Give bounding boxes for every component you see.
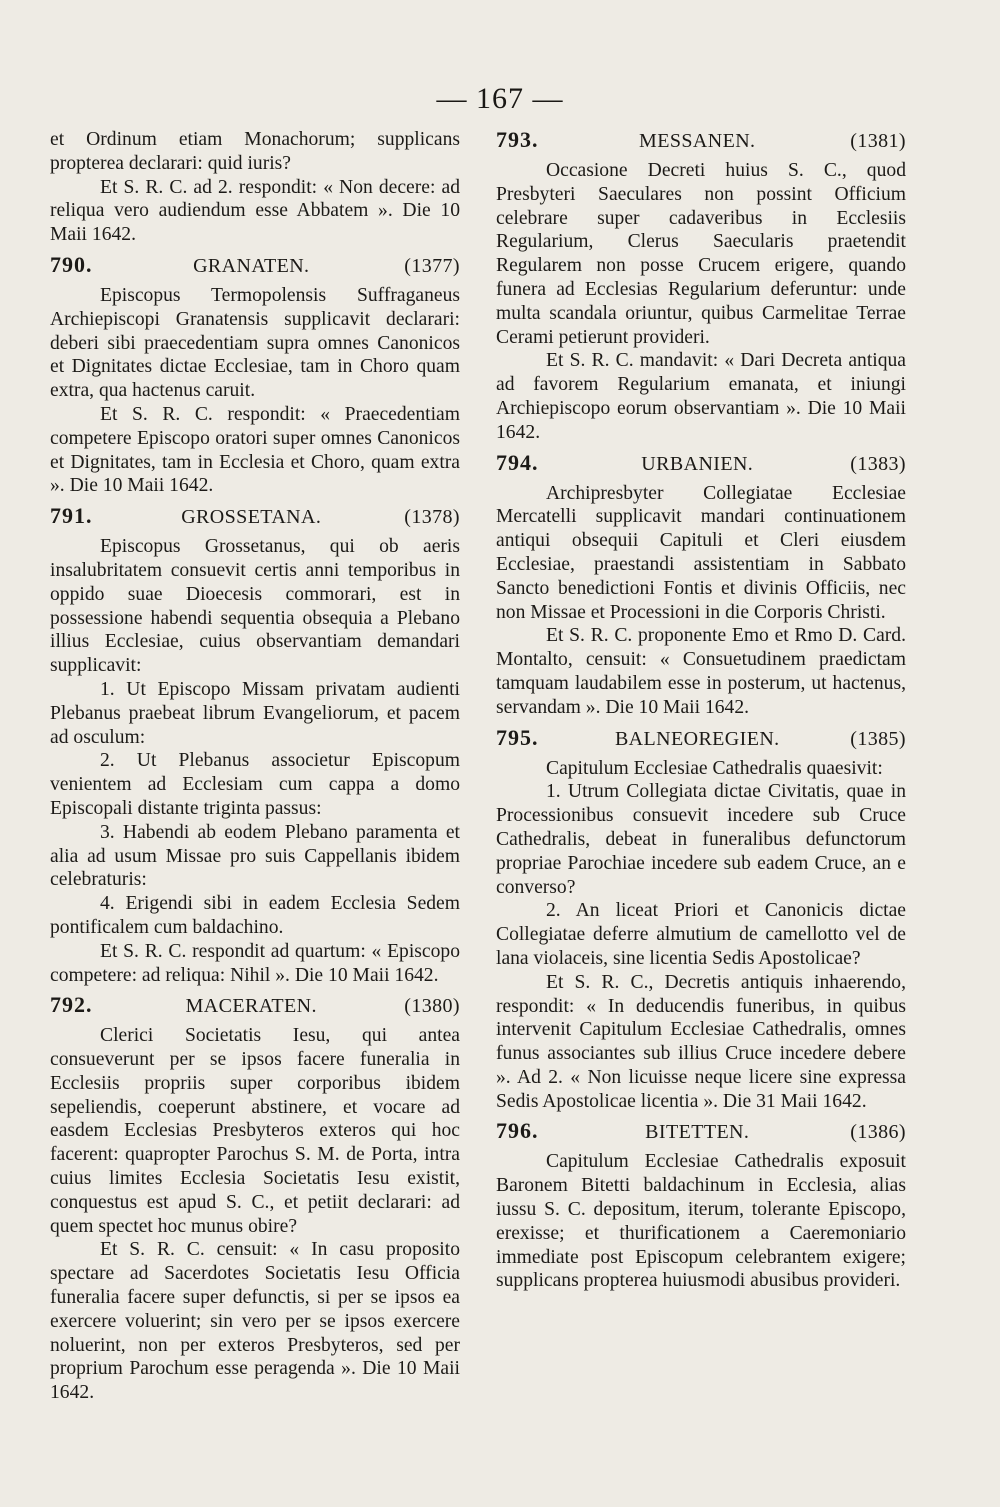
decree-heading (496, 1119, 906, 1144)
paragraph: Et S. R. C. respondit: « Praecedentiam competere Episcopo oratori super omnes Canonicos et Dignitates, tam in Ecclesia et Choro, quam extra ». Die 10 Maii 1642. (50, 403, 460, 497)
decree-name: MESSANEN. (639, 130, 756, 152)
decree-heading (50, 504, 460, 529)
paragraph: Episcopus Termopolensis Suffraganeus Archiepiscopi Granatensis supplicavit declarari: deberi sibi praecedentiam supra omnes Canonicos et Dignitates dictae Ecclesiae, tam in Choro quam extra, qua hactenus caruit. (50, 284, 460, 402)
paragraph: Et S. R. C. mandavit: « Dari Decreta antiqua ad favorem Regularium emanata, et iniungi Archiepiscopo eorum observantiam ». Die 10 Maii 1642. (496, 350, 906, 443)
paragraph: Capitulum Ecclesiae Cathedralis exposuit Baronem Bitetti baldachinum in Ecclesia, alias iussu S. C. depositum, iterum, tolerante Episcopo, erexisse; et thurificationem a Caeremoniario immediate post Episcopum celebrantem exigere; supplicans propterea huiusmodi abusibus provideri. (496, 1151, 906, 1292)
paragraph: 2. Ut Plebanus associetur Episcopum venientem ad Ecclesiam cum cappa a domo Episcopali distante triginta passus: (50, 750, 460, 819)
decree-heading (496, 128, 906, 153)
decree-heading (50, 253, 460, 278)
paragraph: 3. Habendi ab eodem Plebano paramenta et alia ad usum Missae pro suis Cappellanis ibidem celebraturis: (50, 821, 460, 891)
decree-name: BALNEOREGIEN. (614, 727, 780, 750)
decree-num: 794. (496, 449, 539, 475)
decree-num: 792. (50, 992, 93, 1018)
paragraph: 1. Ut Episcopo Missam privatam audienti Plebanus praebeat librum Evangeliorum, et pacem ad osculum: (50, 678, 460, 748)
decree-num: 791. (50, 503, 93, 529)
paragraph: Clerici Societatis Iesu, qui antea consueverunt per se ipsos facere funeralia in Ecclesiis propriis super corporibus ibidem sepeliendis, coeperunt abstinere, et vocare ad easdem Ecclesias Presbyteros exteros qui hoc facerent: quapropter Parochus S. M. de Porta, intra cuius limites Ecclesia Societatis Iesu existit, conquestus est apud S. C., et petiit declarari: ad quem spectet hoc munus obire? (50, 1025, 460, 1237)
decree-ref: (1378) (404, 506, 460, 529)
decree-name: MACERATEN. (185, 995, 317, 1018)
paragraph: Archipresbyter Collegiatae Ecclesiae Mercatelli supplicavit mandari continuationem antiqui obsequii Capituli et Cleri eiusdem Ecclesiae, praestandi assistentiam in Sabbato Sancto benedictioni Fontis et divinis Officiis, nec non Missae et Processioni in die Corporis Christi. (496, 482, 906, 623)
paragraph: 4. Erigendi sibi in eadem Ecclesia Sedem pontificalem cum baldachino. (50, 893, 460, 938)
paragraph: 1. Utrum Collegiata dictae Civitatis, quae in Processionibus consuevit incedere sub Cruce Cathedralis, debeat in funeralibus defunctorum propriae Parochiae incedere sub eadem Cruce, an e converso? (496, 781, 906, 898)
paragraph: Capitulum Ecclesiae Cathedralis quaesivit: (546, 757, 883, 779)
decree-num: 793. (496, 127, 539, 152)
decree-ref: (1386) (850, 1121, 906, 1144)
decree-name: BITETTEN. (645, 1121, 750, 1144)
paragraph: Et S. R. C. censuit: « In casu proposito spectare ad Sacerdotes Societatis Iesu Officia funeralia facere super defunctis, si per se ipsos ea exercere voluerint; sin vero per se ipsos exercere noluerint, non per exteros Presbyteros, sed per proprium Parochum esse peragenda ». Die 10 Maii 1642. (50, 1239, 460, 1404)
paragraph: et Ordinum etiam Monachorum; supplicans propterea declarari: quid iuris? (50, 129, 460, 174)
decree-ref: (1383) (850, 452, 906, 475)
decree-heading (50, 993, 460, 1018)
decree-name: GRANATEN. (193, 254, 310, 277)
paragraph: Et S. R. C. proponente Emo et Rmo D. Card. Montalto, censuit: « Consuetudinem praedictam tamquam laudabilem esse in posterum, ut hactenus, servandam ». Die 10 Maii 1642. (496, 625, 906, 718)
decree-name: GROSSETANA. (181, 506, 322, 529)
decree-heading (496, 726, 906, 751)
left-column (50, 128, 460, 1405)
decree-num: 790. (50, 251, 93, 277)
decree-ref: (1377) (404, 254, 460, 277)
paragraph: 2. An liceat Priori et Canonicis dictae Collegiatae deferre almutium de camellotto vel de lana violaceis, sine licentia Sedis Apostolicae? (496, 900, 906, 969)
decree-ref: (1380) (404, 995, 460, 1018)
paragraph: Occasione Decreti huius S. C., quod Presbyteri Saeculares non possint Officium celebrare super cadaveribus in Ecclesiis Regularium, Clerus Saecularis praetendit Regularem non posse Crucem erigere, quando funera ad Ecclesias Regularium deferuntur: unde multa scandala oriuntur, quibus Carmelitae Terrae Cerami petierunt provideri. (496, 160, 906, 348)
right-column (496, 128, 906, 1293)
decree-num: 795. (496, 724, 539, 750)
paragraph: Et S. R. C. respondit ad quartum: « Episcopo competere: ad reliqua: Nihil ». Die 10 Maii 1642. (50, 940, 460, 986)
decree-name: URBANIEN. (641, 452, 754, 475)
decree-heading (496, 451, 906, 476)
decree-num: 796. (496, 1118, 539, 1144)
paragraph: Et S. R. C., Decretis antiquis inhaerendo, respondit: « In deducendis funeribus, in quibus intervenit Capitulum Ecclesiae Cathedralis, omnes funus associantes sub illius Cruce incedere debere ». Ad 2. « Non licuisse neque licere sine expressa Sedis Apostolicae licentia ». Die 31 Maii 1642. (496, 971, 906, 1112)
decree-ref: (1381) (850, 130, 906, 152)
paragraph: Et S. R. C. ad 2. respondit: « Non decere: ad reliqua vero audiendum esse Abbatem ». Die 10 Maii 1642. (50, 176, 460, 246)
decree-ref: (1385) (850, 727, 906, 750)
paragraph: Episcopus Grossetanus, qui ob aeris insalubritatem consuevit certis anni temporibus in oppido suae Dioecesis commorari, est in possessione habendi sequentia obsequia a Plebano illius Ecclesiae, cuius observantiam demandari supplicavit: (50, 536, 460, 677)
page-number: — 167 — (436, 82, 564, 115)
